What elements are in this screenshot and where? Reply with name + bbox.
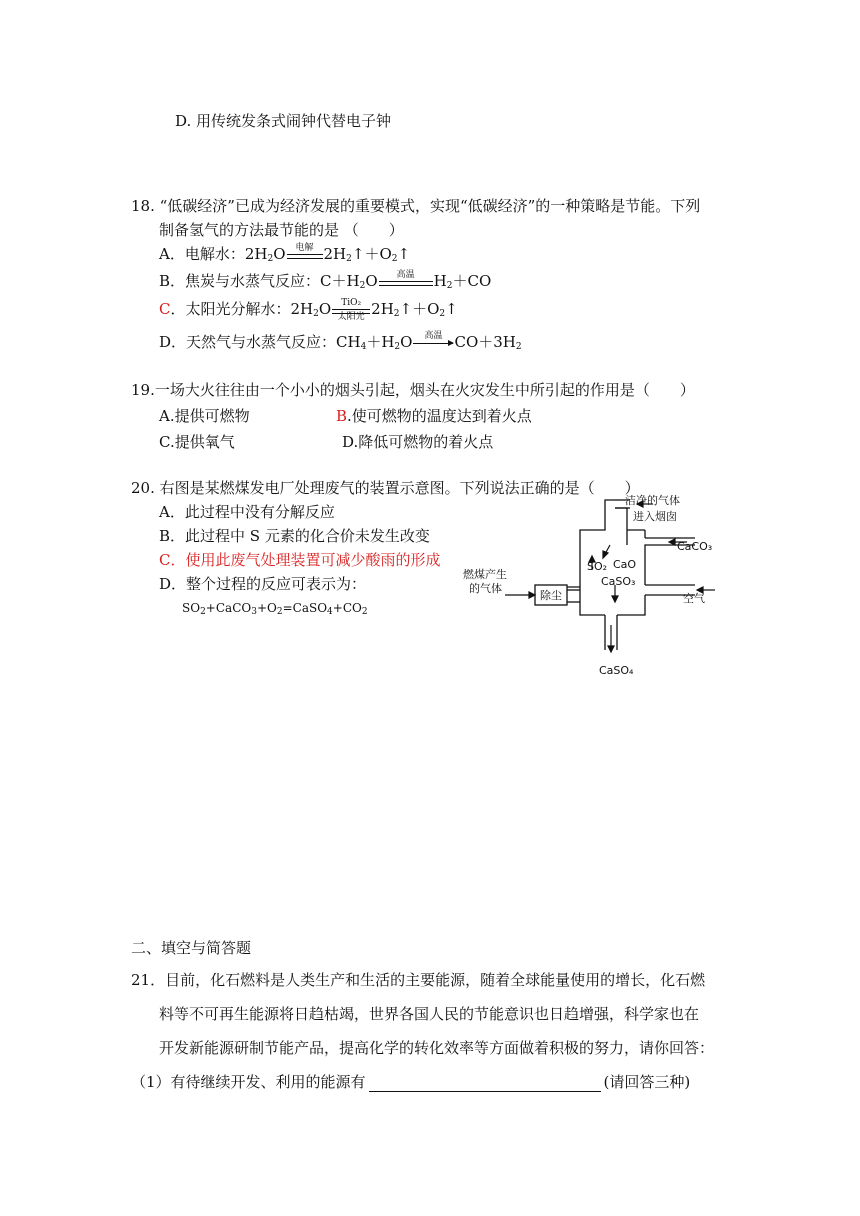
q20-option-d: D．整个过程的反应可表示为： [159, 575, 367, 593]
q19-option-b [336, 406, 532, 426]
q21-line2: 料等不可再生能源将日趋枯竭，世界各国人民的节能意识也日趋增强，科学家也在 [159, 1005, 700, 1023]
coal-gas-label-1: 燃煤产生 [463, 568, 507, 581]
q18-a-condition: 电解 [295, 243, 314, 253]
caso4-label: CaSO₄ [599, 664, 634, 677]
q21-line3: 开发新能源研制节能产品，提高化学的转化效率等方面做着积极的努力，请你回答： [159, 1039, 715, 1057]
q18-option-d-equation: $CH_4+H_2O$ 高温 $CO+3H_2$ [336, 331, 522, 352]
q18-option-c [159, 299, 458, 324]
q18-b-condition: 高温 [396, 270, 415, 280]
q21-line1: 21．目前，化石燃料是人类生产和生活的主要能源，随着全球能量使用的增长，化石燃 [131, 971, 706, 989]
q20-option-a: A．此过程中没有分解反应 [159, 503, 335, 521]
coal-gas-label-2: 的气体 [469, 582, 502, 595]
q20-option-b: B．此过程中 S 元素的化合价未发生改变 [159, 527, 430, 545]
q18-d-condition: 高温 [424, 331, 443, 341]
cao-label: CaO [613, 558, 637, 571]
q17-option-d: D. 用传统发条式闹钟代替电子钟 [175, 112, 392, 130]
q18-option-a-equation: $2H_2O$ 电解 $2H_2↑+O_2↑$ [244, 243, 411, 264]
q19-option-b-text: .使可燃物的温度达到着火点 [347, 407, 532, 425]
q21-sub1-suffix: (请回答三种) [603, 1073, 691, 1091]
so2-label: SO₂ [587, 560, 608, 573]
q18-option-b-equation: $C+H_2O$ 高温 $H_2+CO$ [320, 270, 492, 291]
dust-removal-label: 除尘 [540, 589, 562, 602]
q20-option-c: C．使用此废气处理装置可减少酸雨的形成 [159, 551, 441, 569]
caso3-label: CaSO₃ [601, 575, 636, 588]
q18-option-a [159, 244, 410, 269]
q18-c-condition-top: TiO₂ [341, 298, 362, 308]
q19-stem: 19.一场大火往往由一个小小的烟头引起，烟头在火灾发生中所引起的作用是（ ） [131, 381, 695, 399]
q21-sub1-answer-blank[interactable] [369, 1077, 601, 1092]
q19-option-b-letter: B [336, 407, 348, 425]
caco3-label: CaCO₃ [677, 540, 713, 553]
q18-option-c-equation: $2H_2O$ TiO₂ 太阳光 $2H_2↑+O_2↑$ [290, 298, 458, 322]
q18-option-b [159, 271, 491, 296]
q18-option-a-label: A．电解水： [159, 245, 245, 263]
clean-gas-label-1: 洁净的气体 [625, 494, 680, 507]
q18-option-d-label: D．天然气与水蒸气反应： [159, 333, 337, 351]
q19-option-c: C.提供氧气 [159, 433, 235, 451]
section2-title: 二、填空与简答题 [131, 939, 252, 957]
q18-c-condition-bottom: 太阳光 [337, 312, 365, 322]
q21-sub1 [131, 1072, 690, 1092]
q21-sub1-prefix: （1）有待继续开发、利用的能源有 [131, 1073, 366, 1091]
q18-option-d [159, 332, 522, 357]
q18-option-c-letter: C [159, 300, 171, 318]
q18-option-b-label: B．焦炭与水蒸气反应： [159, 272, 321, 290]
q20-equation: $SO_2+CaCO_3+O_2=CaSO_4+CO_2$ [182, 601, 368, 617]
q20-stem: 20. 右图是某燃煤发电厂处理废气的装置示意图。下列说法正确的是（ ） [131, 479, 640, 497]
q18-stem-line1: 18. “低碳经济”已成为经济发展的重要模式，实现“低碳经济”的一种策略是节能。下列 [131, 197, 701, 215]
clean-gas-label-2: 进入烟囱 [633, 510, 677, 523]
q19-option-d: D.降低可燃物的着火点 [342, 433, 494, 451]
q19-option-a: A.提供可燃物 [159, 407, 250, 425]
flue-gas-treatment-diagram [455, 490, 730, 685]
q18-option-c-label: ．太阳光分解水： [170, 300, 291, 318]
q18-stem-line2: 制备氢气的方法最节能的是 （ ） [159, 221, 404, 239]
air-label: 空气 [683, 592, 705, 605]
